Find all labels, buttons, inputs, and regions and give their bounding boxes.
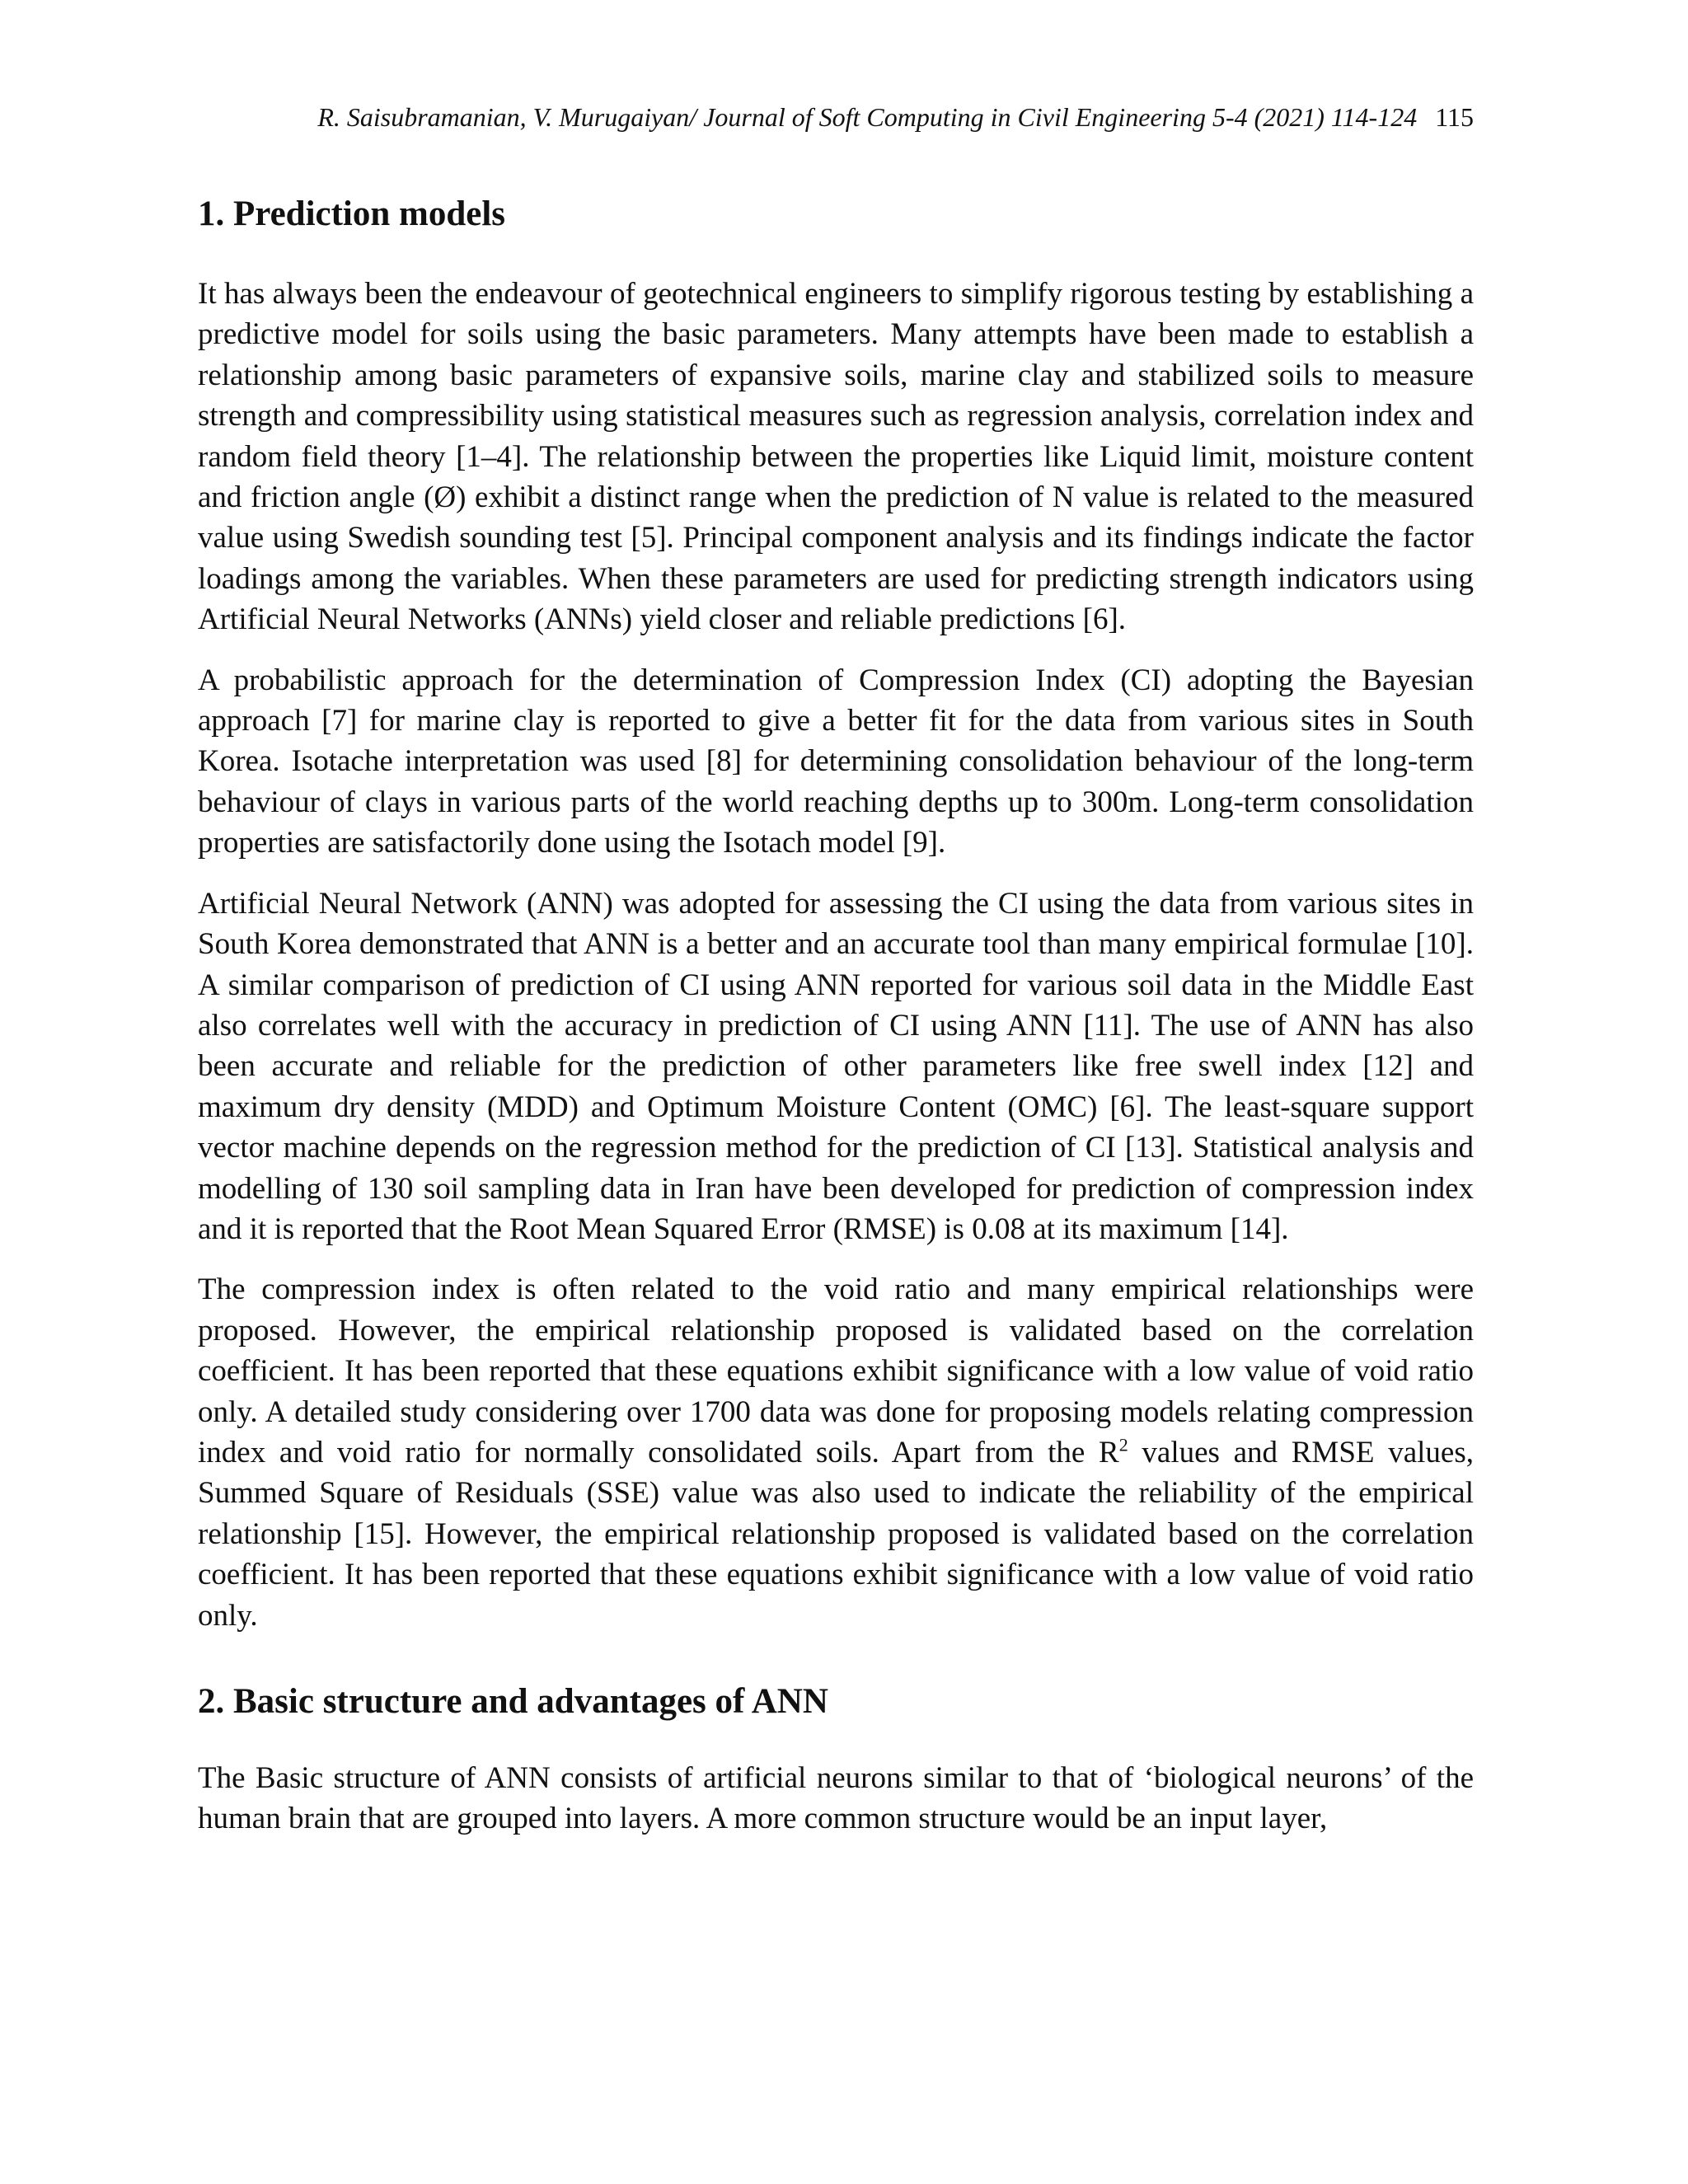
- superscript: 2: [1118, 1434, 1128, 1455]
- paragraph: Artificial Neural Network (ANN) was adopted for assessing the CI using the data from various sites in South Korea demonstrated that ANN is a better and an accurate tool than many empirical formulae [10]. A similar comparison of prediction of CI using ANN reported for various soil data in the Middle East also correlates well with the accuracy in prediction of CI using ANN [11]. The use of ANN has also been accurate and reliable for the prediction of other parameters like free swell index [12] and maximum dry density (MDD) and Optimum Moisture Content (OMC) [6]. The least-square support vector machine depends on the regression method for the prediction of CI [13]. Statistical analysis and modelling of 130 soil sampling data in Iran have been developed for prediction of compression index and it is reported that the Root Mean Squared Error (RMSE) is 0.08 at its maximum [14].: [198, 886, 1474, 1246]
- paragraph: [198, 1269, 1474, 1636]
- paragraph: A probabilistic approach for the determination of Compression Index (CI) adopting the Bayesian approach [7] for marine clay is reported to give a better fit for the data from various sites in South Korea. Isotache interpretation was used [8] for determining consolidation behaviour of the long-term behaviour of clays in various parts of the world reaching depths up to 300m. Long-term consolidation properties are satisfactorily done using the Isotach model [9].: [198, 663, 1474, 860]
- section-heading: 1. Prediction models: [198, 194, 506, 233]
- paragraph-text: The compression index is often related to the void ratio and many empirical relationships were proposed. However, the empirical relationship proposed is validated based on the correlation coefficient. It has been reported that these equations exhibit significance with a low value of void ratio only. A detailed study considering over 1700 data was done for proposing models relating compression index and void ratio for normally consolidated soils. Apart from the R: [198, 1272, 1474, 1469]
- page-number: 115: [1435, 102, 1474, 132]
- section-prediction-models: [198, 191, 1474, 1636]
- paragraph-text: values and RMSE values, Summed Square of Residuals (SSE) value was also used to indicate the reliability of the empirical relationship [15]. However, the empirical relationship proposed is validated based on the correlation coefficient. It has been reported that these equations exhibit significance with a low value of void ratio only.: [198, 1435, 1474, 1633]
- section-basic-structure-ann: [198, 1679, 1474, 1840]
- paragraph: It has always been the endeavour of geotechnical engineers to simplify rigorous testing by establishing a predictive model for soils using the basic parameters. Many attempts have been made to establish a relationship among basic parameters of expansive soils, marine clay and stabilized soils to measure strength and compressibility using statistical measures such as regression analysis, correlation index and random field theory [1–4]. The relationship between the properties like Liquid limit, moisture content and friction angle (Ø) exhibit a distinct range when the prediction of N value is related to the measured value using Swedish sounding test [5]. Principal component analysis and its findings indicate the factor loadings among the variables. When these parameters are used for predicting strength indicators using Artificial Neural Networks (ANNs) yield closer and reliable predictions [6].: [198, 277, 1474, 637]
- section-heading: 2. Basic structure and advantages of ANN: [198, 1682, 828, 1721]
- header-citation: R. Saisubramanian, V. Murugaiyan/ Journal of Soft Computing in Civil Engineering 5-4 (2021) 114-124: [317, 102, 1418, 132]
- running-header: [198, 97, 1474, 137]
- article-body: [198, 191, 1474, 1859]
- paragraph: The Basic structure of ANN consists of artificial neurons similar to that of ‘biological neurons’ of the human brain that are grouped into layers. A more common structure would be an input layer,: [198, 1761, 1474, 1836]
